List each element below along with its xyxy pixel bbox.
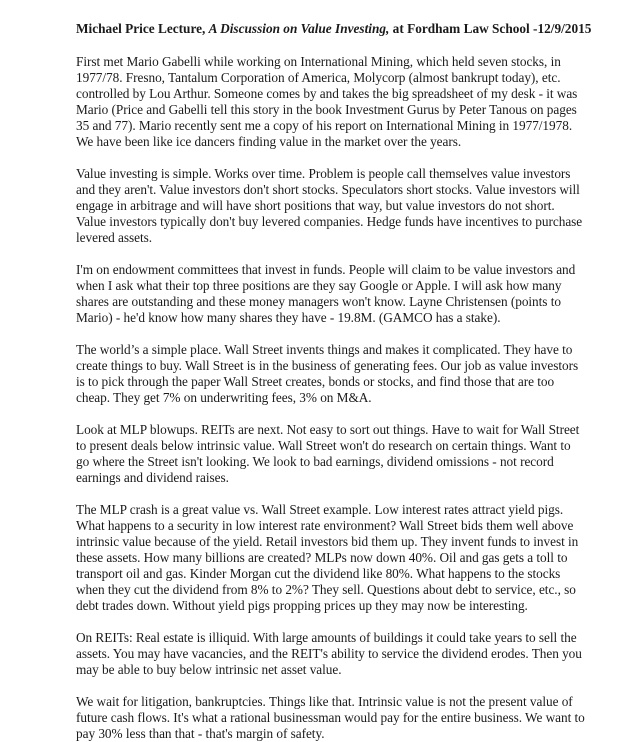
- text-line: The world’s a simple place. Wall Street invents things and makes it complicated. They have to: [76, 342, 573, 357]
- text-line: I'm on endowment committees that invest in funds. People will claim to be value investors and: [76, 262, 576, 277]
- text-line: is to pick through the paper Wall Street creates, bonds or stocks, and find those that are too: [76, 374, 555, 389]
- paragraph-3: [76, 262, 599, 326]
- text-line: assets. You may have vacancies, and the REIT's ability to service the dividend erodes. Then you: [76, 646, 582, 661]
- text-line: controlled by Lou Arthur. Someone comes by and takes the big spreadsheet of my desk - it was: [76, 86, 578, 101]
- text-line: On REITs: Real estate is illiquid. With large amounts of buildings it could take years to sell the: [76, 630, 577, 645]
- text-line: Mario (Price and Gabelli tell this story in the book Investment Gurus by Peter Tanous on pages: [76, 102, 577, 117]
- text-line: and they aren't. Value investors don't short stocks. Speculators short stocks. Value investors will: [76, 182, 580, 197]
- text-line: go where the Street isn't looking. We look to bad earnings, dividend omissions - not record: [76, 454, 554, 469]
- title-lead: Michael Price Lecture,: [76, 21, 209, 36]
- paragraph-6: [76, 502, 599, 614]
- text-line: create things to buy. Wall Street is in the business of generating fees. Our job as value investors: [76, 358, 579, 373]
- text-line: these assets. How many billions are created? MLPs now down 40%. Oil and gas gets a toll to: [76, 550, 568, 565]
- text-line: when they cut the dividend from 8% to 2%? They sell. Questions about debt to service, etc., so: [76, 582, 576, 597]
- paragraph-5: [76, 422, 599, 486]
- text-line: transport oil and gas. Kinder Morgan cut the dividend like 80%. What happens to the stocks: [76, 566, 561, 581]
- body-text: [76, 54, 599, 742]
- title-italic: A Discussion on Value Investing,: [208, 21, 390, 36]
- text-line: What happens to a security in low interest rate environment? Wall Street bids them well above: [76, 518, 574, 533]
- text-line: shares are outstanding and these money managers won't know. Layne Christensen (points to: [76, 294, 561, 309]
- paragraph-1: [76, 54, 599, 150]
- text-line: earnings and dividend raises.: [76, 470, 229, 485]
- paragraph-7: [76, 630, 599, 678]
- text-line: 35 and 77). Mario recently sent me a copy of his report on International Mining in 1977/1978.: [76, 118, 573, 133]
- title-tail: at Fordham Law School -12/9/2015: [389, 21, 592, 36]
- paragraph-4: [76, 342, 599, 406]
- text-line: First met Mario Gabelli while working on International Mining, which held seven stocks, in: [76, 54, 561, 69]
- text-line: cheap. They get 7% on underwriting fees, 3% on M&A.: [76, 390, 372, 405]
- text-line: We wait for litigation, bankruptcies. Things like that. Intrinsic value is not the present value of: [76, 694, 573, 709]
- text-line: future cash flows. It's what a rational businessman would pay for the entire business. We want to: [76, 710, 585, 725]
- text-line: levered assets.: [76, 230, 153, 245]
- text-line: when I ask what their top three positions are they say Google or Apple. I will ask how many: [76, 278, 562, 293]
- text-line: engage in arbitrage and will have short positions that way, but value investors do not short.: [76, 198, 555, 213]
- text-line: pay 30% less than that - that's margin of safety.: [76, 726, 325, 741]
- text-line: Look at MLP blowups. REITs are next. Not easy to sort out things. Have to wait for Wall Street: [76, 422, 580, 437]
- text-line: We have been like ice dancers finding value in the market over the years.: [76, 134, 462, 149]
- text-line: Value investing is simple. Works over time. Problem is people call themselves value investors: [76, 166, 571, 181]
- text-line: may be able to buy below intrinsic net asset value.: [76, 662, 342, 677]
- page-title: [76, 20, 599, 38]
- text-line: to present deals below intrinsic value. Wall Street won't do research on certain things. Want to: [76, 438, 571, 453]
- text-line: intrinsic value because of the yield. Retail investors bid them up. They invent funds to invest in: [76, 534, 579, 549]
- text-line: debt trades down. Without yield pigs propping prices up they may now be interesting.: [76, 598, 528, 613]
- paragraph-2: [76, 166, 599, 246]
- text-line: Value investors typically don't buy levered companies. Hedge funds have incentives to purchase: [76, 214, 583, 229]
- paragraph-8: [76, 694, 599, 742]
- text-line: 1977/78. Fresno, Tantalum Corporation of America, Molycorp (almost bankrupt today), etc.: [76, 70, 561, 85]
- text-line: Mario) - he'd know how many shares they have - 19.8M. (GAMCO has a stake).: [76, 310, 501, 325]
- text-line: The MLP crash is a great value vs. Wall Street example. Low interest rates attract yield pigs.: [76, 502, 564, 517]
